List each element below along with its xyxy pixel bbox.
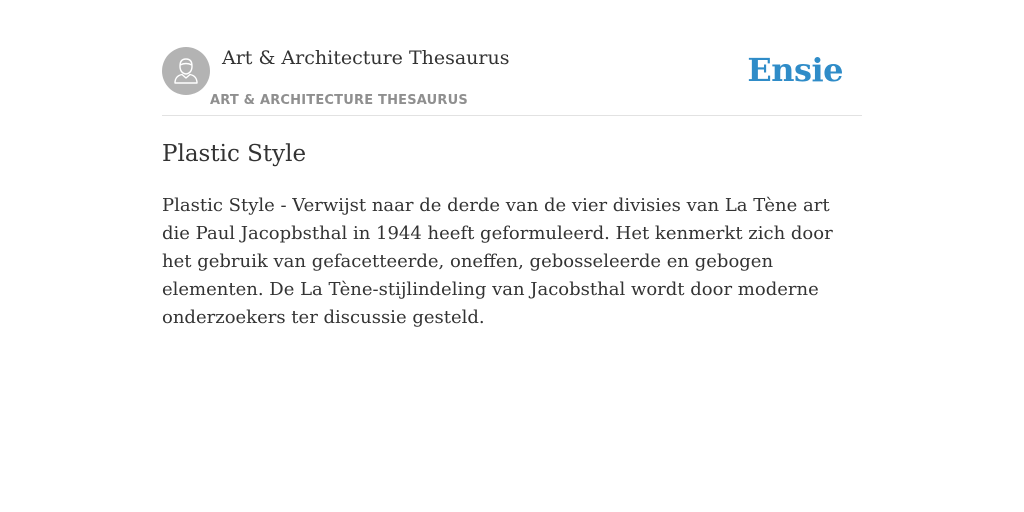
definition-card xyxy=(162,0,862,512)
brand-logo[interactable]: Ensie xyxy=(747,51,843,89)
entry-title: Plastic Style xyxy=(162,141,307,167)
source-label[interactable]: ART & ARCHITECTURE THESAURUS xyxy=(210,93,468,108)
card-header xyxy=(162,0,862,116)
entry-body: Plastic Style - Verwijst naar de derde van de vier divisies van La Tène art die Paul Jacopbsthal in 1944 heeft geformuleerd. Het kenmerkt zich door het gebruik van gefacetteerde, oneffen, gebosseleerde en gebogen elementen. De La Tène-stijlindeling van Jacobsthal wordt door moderne onderzoekers ter discussie gesteld. xyxy=(162,195,833,328)
user-silhouette-icon xyxy=(162,47,210,95)
author-name[interactable]: Art & Architecture Thesaurus xyxy=(222,47,510,69)
author-avatar[interactable] xyxy=(162,47,210,95)
